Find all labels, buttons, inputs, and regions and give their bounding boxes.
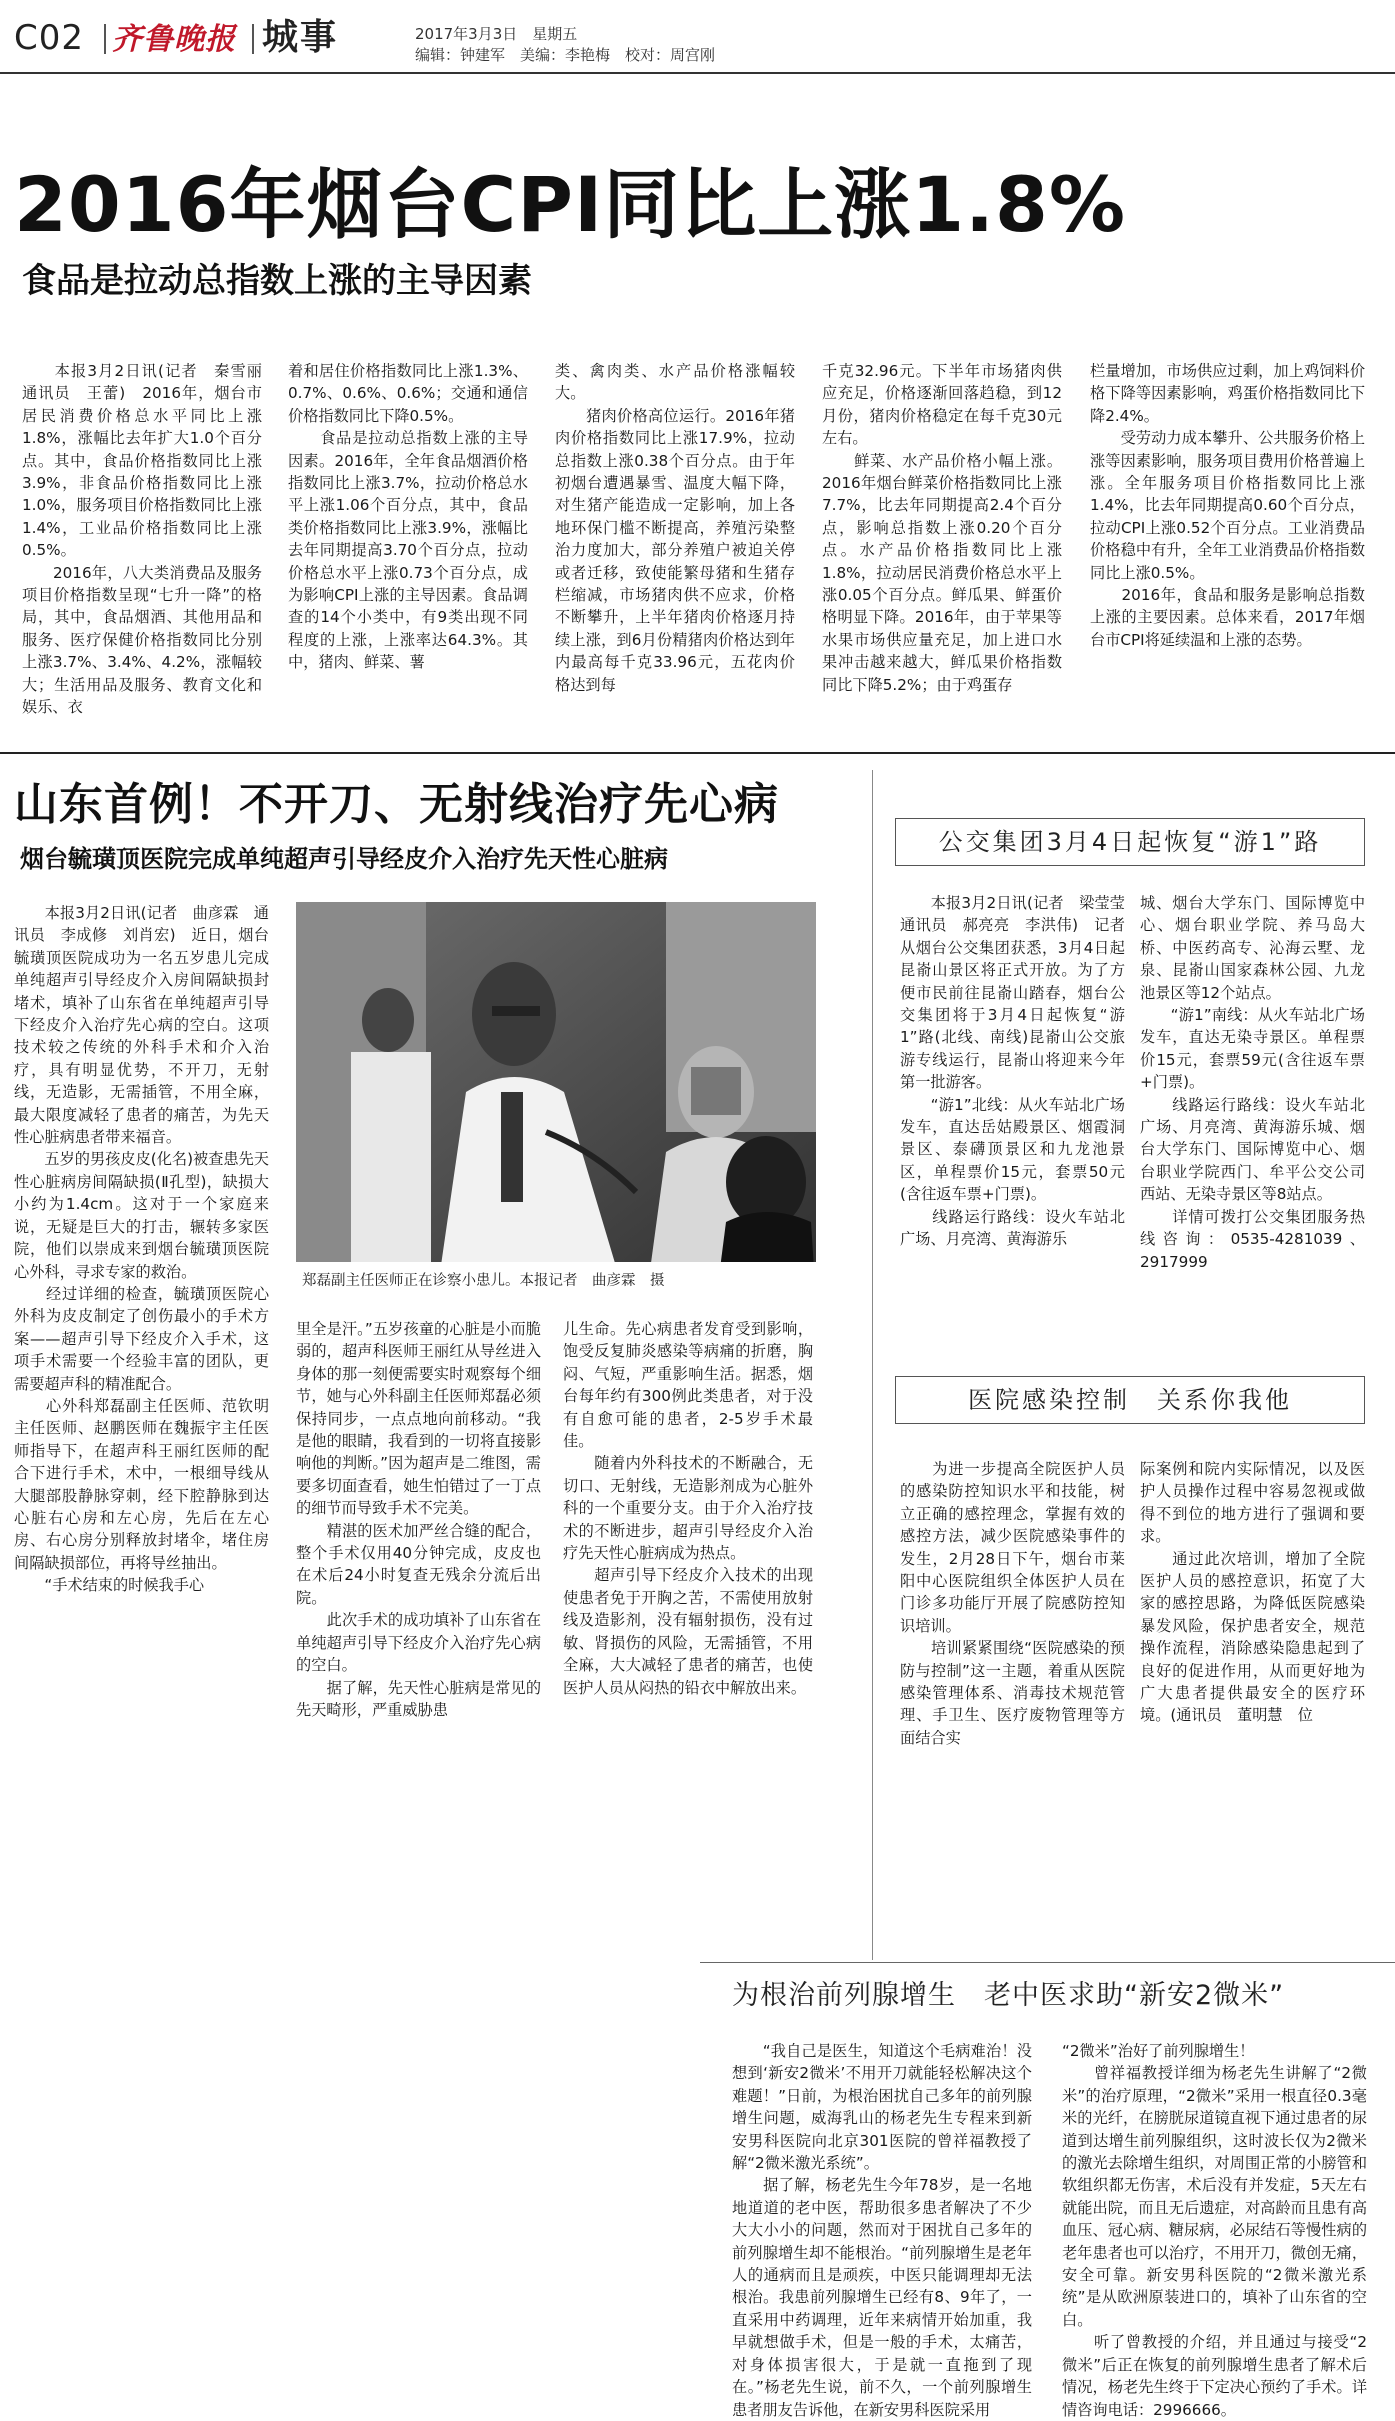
- cpi-column-3: 类、禽肉类、水产品价格涨幅较大。 猪肉价格高位运行。2016年猪肉价格指数同比上涨17.9%，拉动总指数上涨0.38个百分点。由于年初烟台遭遇暴雪、温度大幅下降，对生猪产能造成一定影响，加上各地环保门槛不断提高，养殖污染整治力度加大，部分养殖户被迫关停或者迁移，致使能繁母猪和生猪存栏缩减，市场猪肉供不应求，价格不断攀升，上半年猪肉价格逐月持续上涨，到6月份精猪肉价格达到年内最高每千克33.96元，五花肉价格达到每: [555, 362, 795, 694]
- photo-caption: 郑磊副主任医师正在诊察小患儿。本报记者 曲彦霖 摄: [302, 1273, 665, 1289]
- prostate-column-1: “我自己是医生，知道这个毛病难治！没想到‘新安2微米’不用开刀就能轻松解决这个难题！”日前，为根治困扰自己多年的前列腺增生问题，威海乳山的杨老先生专程来到新安男科医院向北京301医院的曾祥福教授了解“2微米激光系统”。 据了解，杨老先生今年78岁，是一名地地道道的老中医，帮助很多患者解决了不少大大小小的问题，然而对于困扰自己多年的前列腺增生却不能根治。“前列腺增生是老年人的通病而且是顽疾，中医只能调理却无法根治。我患前列腺增生已经有8、9年了，一直采用中药调理，近年来病情开始加重，我早就想做手术，但是一般的手术，太痛苦，对身体损害很大，于是就一直拖到了现在。”杨老先生说，前不久，一个前列腺增生患者朋友告诉他，在新安男科医院采用: [732, 2042, 1032, 2419]
- infection-column-2: 际案例和院内实际情况，以及医护人员操作过程中容易忽视或做得不到位的地方进行了强调和要求。 通过此次培训，增加了全院医护人员的感控意识，拓宽了大家的感控思路，为降低医院感染暴发风险，保护患者安全，规范操作流程，消除感染隐患起到了良好的促进作用，从而更好地为广大患者提供最安全的医疗环境。(通讯员 董明慧 位: [1140, 1460, 1365, 1725]
- headline-bus: 公交集团3月4日起恢复“游1”路: [895, 818, 1365, 866]
- section-name: 城事: [262, 17, 339, 58]
- masthead-divider-2: [252, 24, 254, 54]
- bus-column-2: 城、烟台大学东门、国际博览中心、烟台职业学院、养马岛大桥、中医药高专、沁海云墅、龙泉、昆嵛山国家森林公园、九龙池景区等12个站点。 “游1”南线：从火车站北广场发车，直达无染寺景区。单程票价15元，套票59元(含往返车票+门票)。 线路运行路线：设火车站北广场、月亮湾、黄海游乐城、烟台大学东门、国际博览中心、烟台职业学院西门、牟平公交公司西站、无染寺景区等8站点。 详情可拨打公交集团服务热线咨询：0535-4281039、2917999: [1140, 894, 1365, 1271]
- heart-column-3: 儿生命。先心病患者发育受到影响，饱受反复肺炎感染等病痛的折磨，胸闷、气短，严重影响生活。据悉，烟台每年约有300例此类患者，对于没有自愈可能的患者，2-5岁手术最佳。 随着内外科技术的不断融合，无切口、无射线，无造影剂成为心脏外科的一个重要分支。由于介入治疗技术的不断进步，超声引导经皮介入治疗先天性心脏病成为热点。 超声引导下经皮介入技术的出现使患者免于开胸之苦，不需使用放射线及造影剂，没有辐射损伤，没有过敏、肾损伤的风险，无需插管，不用全麻，大大减轻了患者的痛苦，也使医护人员从闷热的铅衣中解放出来。: [563, 1320, 813, 1697]
- subheadline-cpi: 食品是拉动总指数上涨的主导因素: [22, 261, 532, 301]
- bus-column-1: 本报3月2日讯(记者 梁莹莹 通讯员 郝亮亮 李洪伟) 记者从烟台公交集团获悉，3月4日起昆嵛山景区将正式开放。为了方便市民前往昆嵛山踏春，烟台公交集团将于3月4日起恢复“游1”路(北线、南线)昆嵛山公交旅游专线运行，昆嵛山将迎来今年第一批游客。 “游1”北线：从火车站北广场发车，直达岳姑殿景区、烟霞洞景区、泰礴顶景区和九龙池景区，单程票价15元，套票50元(含往返车票+门票)。 线路运行路线：设火车站北广场、月亮湾、黄海游乐: [900, 894, 1125, 1249]
- cpi-column-5: 栏量增加，市场供应过剩，加上鸡饲料价格下降等因素影响，鸡蛋价格指数同比下降2.4%。 受劳动力成本攀升、公共服务价格上涨等因素影响，服务项目费用价格普遍上涨。全年服务项目价格指数同比上涨1.4%，比去年同期提高0.60个百分点，拉动CPI上涨0.52个百分点。工业消费品价格稳中有升，全年工业消费品价格指数同比上涨0.5%。 2016年，食品和服务是影响总指数上涨的主要因素。总体来看，2017年烟台市CPI将延续温和上涨的态势。: [1090, 362, 1365, 649]
- heart-column-1: 本报3月2日讯(记者 曲彦霖 通讯员 李成修 刘肖宏) 近日，烟台毓璜顶医院成功为一名五岁患儿完成单纯超声引导经皮介入房间隔缺损封堵术，填补了山东省在单纯超声引导下经皮介入治疗先心病的空白。这项技术较之传统的外科手术和介入治疗，具有明显优势，不开刀，无射线，无造影，无需插管，不用全麻，最大限度减轻了患者的痛苦，为先天性心脏病患者带来福音。 五岁的男孩皮皮(化名)被查患先天性心脏病房间隔缺损(Ⅱ孔型)，缺损大小约为1.4cm。这对于一个家庭来说，无疑是巨大的打击，辗转多家医院，他们以崇成来到烟台毓璜顶医院心外科，寻求专家的救治。 经过详细的检查，毓璜顶医院心外科为皮皮制定了创伤最小的手术方案——超声引导下经皮介入手术，这项手术需要一个经验丰富的团队，更需要超声科的精准配合。 心外科郑磊副主任医师、范钦明主任医师、赵鹏医师在魏振宇主任医师指导下，在超声科王丽红医师的配合下进行手术，术中，一根细导线从大腿部股静脉穿刺，经下腔静脉到达心脏右心房和左心房，先后在左心房、右心房分别释放封堵伞，堵住房间隔缺损部位，再将导丝抽出。 “手术结束的时候我手心: [14, 904, 269, 1595]
- column-divider: [872, 770, 873, 1960]
- headline-heart: 山东首例！不开刀、无射线治疗先心病: [14, 779, 779, 830]
- issue-date: 2017年3月3日 星期五: [415, 25, 578, 43]
- subheadline-heart: 烟台毓璜顶医院完成单纯超声引导经皮介入治疗先天性心脏病: [20, 845, 668, 873]
- heart-column-2: 里全是汗。”五岁孩童的心脏是小而脆弱的，超声科医师王丽红从导丝进入身体的那一刻便需要实时观察每个细节，她与心外科副主任医师郑磊必须保持同步，一点点地向前移动。“我是他的眼睛，我看到的一切将直接影响他的判断。”因为超声是二维图，需要多切面查看，她生怕错过了一丁点的细节而导致手术不完美。 精湛的医术加严丝合缝的配合，整个手术仅用40分钟完成，皮皮也在术后24小时复查无残余分流后出院。 此次手术的成功填补了山东省在单纯超声引导下经皮介入治疗先心病的空白。 据了解，先天性心脏病是常见的先天畸形，严重威胁患: [296, 1320, 541, 1719]
- masthead-divider-1: [104, 24, 106, 54]
- masthead-rule: [0, 72, 1395, 74]
- doctor-photo: [296, 902, 816, 1300]
- doctor-examining-child-image: [296, 902, 816, 1300]
- cpi-column-2: 着和居住价格指数同比上涨1.3%、0.7%、0.6%、0.6%；交通和通信价格指数同比下降0.5%。 食品是拉动总指数上涨的主导因素。2016年，全年食品烟酒价格指数同比上涨3.7%，拉动价格总水平上涨1.06个百分点，其中，食品类价格指数同比上涨3.9%，涨幅比去年同期提高3.70个百分点，拉动价格总水平上涨0.73个百分点，成为影响CPI上涨的主导因素。食品调查的14个小类中，有9类出现不同程度的上涨，上涨率达64.3%。其中，猪肉、鲜菜、薯: [288, 362, 528, 672]
- infection-column-1: 为进一步提高全院医护人员的感染防控知识水平和技能，树立正确的感控理念，掌握有效的感控方法，减少医院感染事件的发生，2月28日下午，烟台市莱阳中心医院组织全体医护人员在门诊多功能厅开展了院感防控知识培训。 培训紧紧围绕“医院感染的预防与控制”这一主题，着重从医院感染管理体系、消毒技术规范管理、手卫生、医疗废物管理等方面结合实: [900, 1460, 1125, 1747]
- newspaper-logo: 齐鲁晚报: [112, 22, 236, 57]
- headline-prostate: 为根治前列腺增生 老中医求助“新安2微米”: [732, 1980, 1285, 2011]
- headline-cpi: 2016年烟台CPI同比上涨1.8%: [14, 160, 1127, 249]
- editor-credits: 编辑：钟建军 美编：李艳梅 校对：周宫刚: [415, 46, 716, 64]
- headline-infection: 医院感染控制 关系你我他: [895, 1376, 1365, 1424]
- section-rule-1: [0, 752, 1395, 754]
- prostate-column-2: “2微米”治好了前列腺增生！ 曾祥福教授详细为杨老先生讲解了“2微米”的治疗原理，“2微米”采用一根直径0.3毫米的光纤，在膀胱尿道镜直视下通过患者的尿道到达增生前列腺组织，这时波长仅为2微米的激光去除增生组织，对周围正常的小膀管和软组织都无伤害，术后没有并发症，5天左右就能出院，而且无后遗症，对高龄而且患有高血压、冠心病、糖尿病，必尿结石等慢性病的老年患者也可以治疗，不用开刀，微创无痛，安全可靠。新安男科医院的“2微米激光系统”是从欧洲原装进口的，填补了山东省的空白。 听了曾教授的介绍，并且通过与接受“2微米”后正在恢复的前列腺增生患者了解术后情况，杨老先生终于下定决心预约了手术。详情咨询电话：2996666。: [1062, 2042, 1367, 2419]
- page-number: C02: [14, 18, 85, 58]
- section-rule-2: [700, 1962, 1395, 1963]
- cpi-column-4: 千克32.96元。下半年市场猪肉供应充足，价格逐渐回落趋稳，到12月份，猪肉价格稳定在每千克30元左右。 鲜菜、水产品价格小幅上涨。2016年烟台鲜菜价格指数同比上涨7.7%，比去年同期提高2.4个百分点，影响总指数上涨0.20个百分点。水产品价格指数同比上涨1.8%，拉动居民消费价格总水平上涨0.05个百分点。鲜瓜果、鲜蛋价格明显下降。2016年，由于苹果等水果市场供应量充足，加上进口水果冲击越来越大，鲜瓜果价格指数同比下降5.2%；由于鸡蛋存: [822, 362, 1062, 694]
- cpi-column-1: 本报3月2日讯(记者 秦雪丽 通讯员 王蕾) 2016年，烟台市居民消费价格总水平同比上涨1.8%，涨幅比去年扩大1.0个百分点。其中，食品价格指数同比上涨3.9%，非食品价格指数同比上涨1.0%，服务项目价格指数同比上涨1.4%，工业品价格指数同比上涨0.5%。 2016年，八大类消费品及服务项目价格指数呈现“七升一降”的格局，其中，食品烟酒、其他用品和服务、医疗保健价格指数同比分别上涨3.7%、3.4%、4.2%，涨幅较大；生活用品及服务、教育文化和娱乐、衣: [22, 362, 262, 717]
